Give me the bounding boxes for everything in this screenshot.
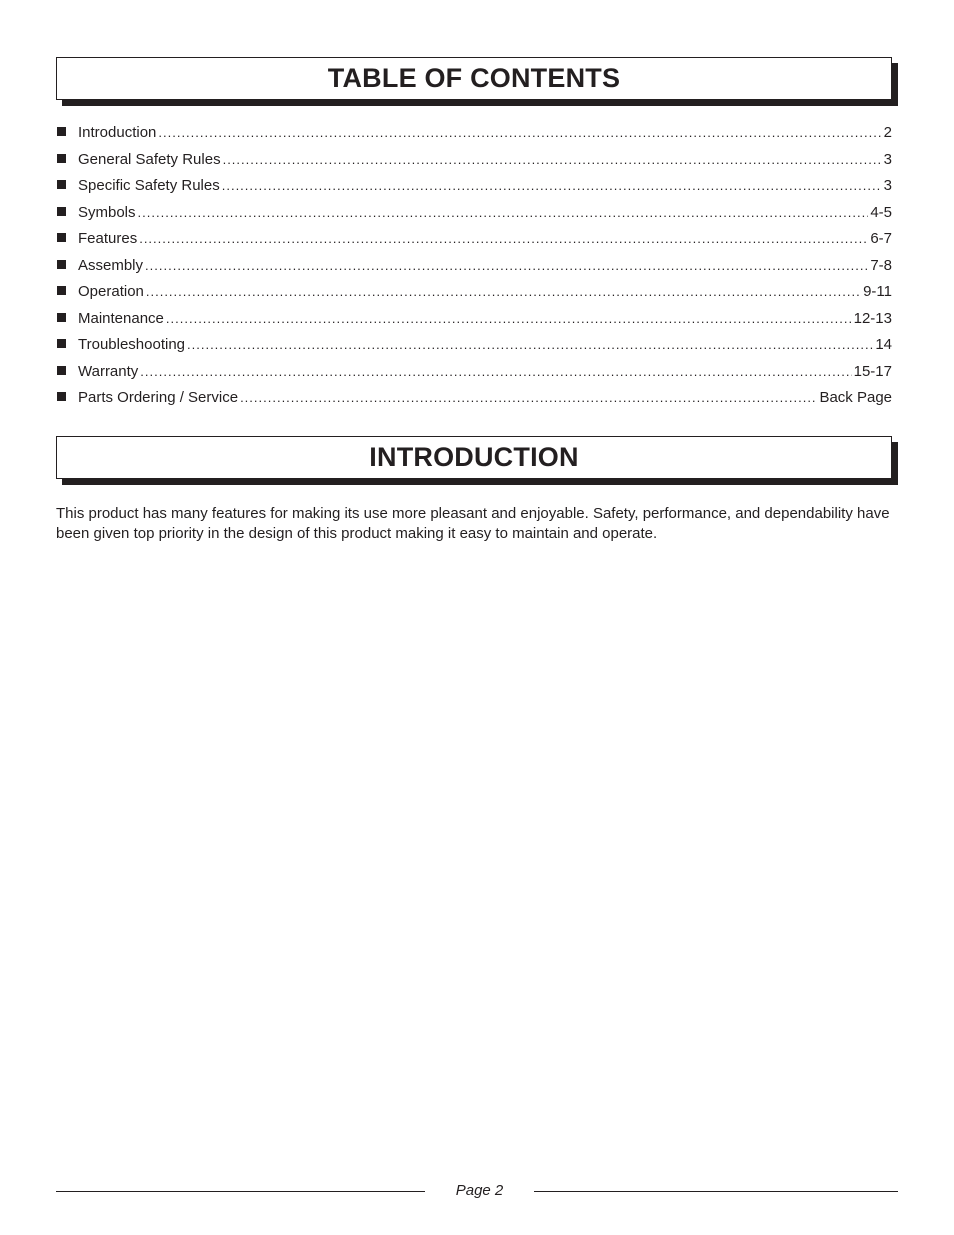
toc-item-page: 12-13 [853, 309, 892, 327]
toc-item-label: Maintenance [78, 309, 164, 327]
introduction-heading-banner [56, 436, 892, 479]
toc-item-page: 15-17 [853, 362, 892, 380]
square-bullet-icon [57, 392, 66, 401]
toc-item[interactable] [57, 310, 892, 337]
square-bullet-icon [57, 154, 66, 163]
toc-item[interactable] [57, 257, 892, 284]
toc-item-page: 9-11 [863, 283, 892, 300]
introduction-body: This product has many features for making its use more pleasant and enjoyable. Safety, performance, and dependability have been given top priority in the design of this product making it easy to maintain and operate. [56, 505, 890, 542]
dot-leader [166, 311, 852, 326]
toc-item-label: General Safety Rules [78, 150, 221, 168]
toc-item-label: Operation [78, 283, 144, 300]
toc-item-label: Features [78, 230, 138, 247]
dot-leader [187, 337, 873, 352]
toc-item[interactable] [57, 283, 892, 310]
square-bullet-icon [57, 339, 66, 348]
toc-item-page: 7-8 [870, 256, 892, 274]
toc-item[interactable] [57, 389, 892, 416]
toc-item-page: 6-7 [870, 230, 892, 247]
toc-heading: TABLE OF CONTENTS [327, 63, 621, 93]
toc-item[interactable] [57, 204, 892, 231]
toc-item-label: Specific Safety Rules [78, 177, 220, 194]
square-bullet-icon [57, 233, 66, 242]
toc-item-page: Back Page [819, 389, 892, 406]
square-bullet-icon [57, 207, 66, 216]
dot-leader [138, 205, 869, 220]
dot-leader [145, 258, 868, 273]
toc-item-page: 3 [883, 177, 892, 194]
toc-item-label: Troubleshooting [78, 336, 186, 353]
dot-leader [240, 390, 817, 405]
toc-item[interactable] [57, 336, 892, 363]
toc-item-label: Symbols [78, 203, 136, 221]
square-bullet-icon [57, 366, 66, 375]
footer-rule-left [56, 1191, 425, 1192]
dot-leader [139, 231, 868, 246]
footer-rule-right [534, 1191, 898, 1192]
square-bullet-icon [57, 260, 66, 269]
toc-item-label: Introduction [78, 124, 157, 141]
toc-heading-banner [56, 57, 892, 100]
square-bullet-icon [57, 180, 66, 189]
square-bullet-icon [57, 286, 66, 295]
introduction-heading: INTRODUCTION [369, 442, 579, 472]
toc-list [57, 124, 892, 416]
dot-leader [158, 125, 881, 140]
page-number: Page 2 [455, 1182, 504, 1199]
square-bullet-icon [57, 313, 66, 322]
toc-item-page: 14 [875, 336, 892, 353]
toc-item[interactable] [57, 177, 892, 204]
toc-item[interactable] [57, 363, 892, 390]
toc-item-label: Assembly [78, 256, 144, 274]
dot-leader [146, 284, 861, 299]
dot-leader [140, 364, 851, 379]
toc-item[interactable] [57, 230, 892, 257]
toc-item-label: Warranty [78, 362, 139, 380]
toc-item-page: 3 [883, 150, 892, 168]
toc-item[interactable] [57, 151, 892, 178]
toc-item-label: Parts Ordering / Service [78, 389, 239, 406]
square-bullet-icon [57, 127, 66, 136]
dot-leader [223, 152, 882, 167]
dot-leader [222, 178, 882, 193]
toc-item[interactable] [57, 124, 892, 151]
toc-item-page: 2 [883, 124, 892, 141]
toc-item-page: 4-5 [870, 203, 892, 221]
